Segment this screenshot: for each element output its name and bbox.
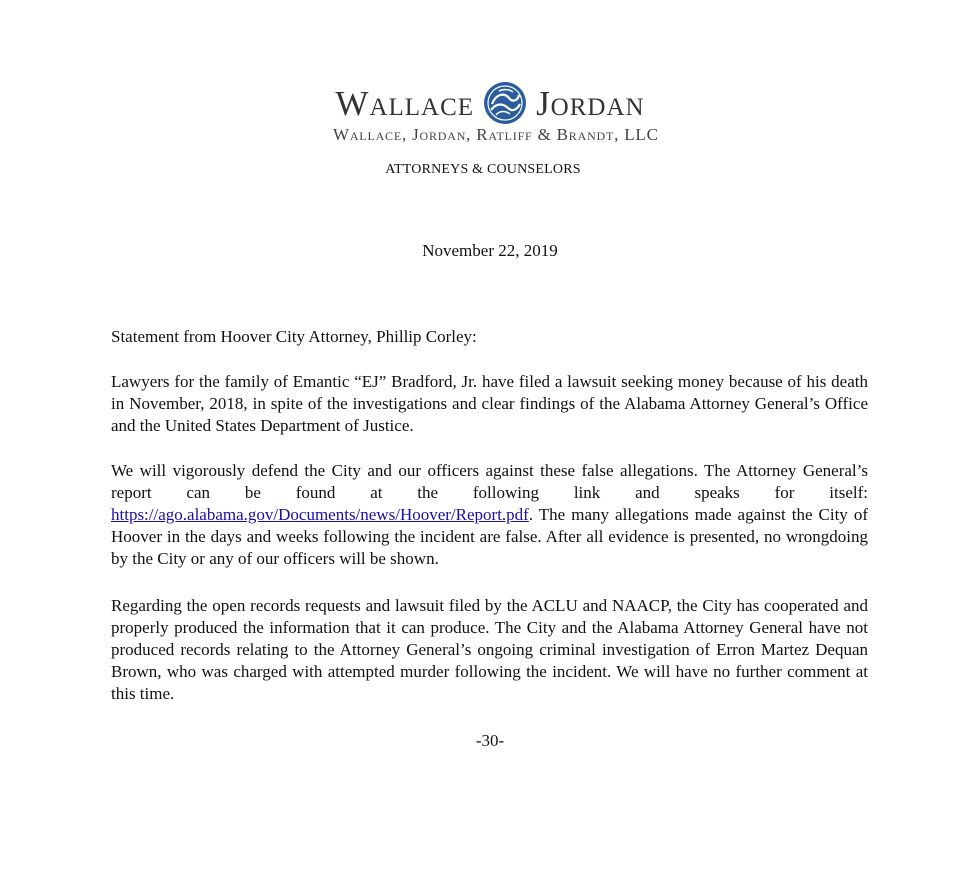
paragraph-1 <box>111 371 868 437</box>
firm-name-left: Wallace <box>335 83 475 123</box>
statement-date: November 22, 2019 <box>422 241 558 260</box>
paragraph-1-text: Lawyers for the family of Emantic “EJ” Bradford, Jr. have filed a lawsuit seeking money because of his death in November, 2018, in spite of the investigations and clear findings of the Alabama Attorney General’s Office and the United States Department of Justice. <box>111 372 868 435</box>
firm-name-right: Jordan <box>536 83 645 123</box>
paragraph-3 <box>111 595 868 705</box>
firm-full-name: Wallace, Jordan, Ratliff & Brandt, LLC <box>333 125 659 144</box>
paragraph-2 <box>111 460 868 570</box>
paragraph-2-text <box>111 460 868 570</box>
firm-logo <box>0 78 980 128</box>
firm-tagline: ATTORNEYS & COUNSELORS <box>385 162 581 177</box>
statement-intro <box>111 326 868 348</box>
letterhead <box>0 78 980 144</box>
paragraph-2-before: We will vigorously defend the City and our officers against these false allegations. The Attorney General’s report can be found at the following link and speaks for itself: <box>111 461 868 502</box>
firm-seal-icon <box>482 80 528 126</box>
paragraph-2-after: . The many allegations made against the City of Hoover in the days and weeks following the incident are false. After all evidence is presented, no wrongdoing by the City or any of our officers will be shown. <box>111 505 868 568</box>
paragraph-3-text: Regarding the open records requests and lawsuit filed by the ACLU and NAACP, the City has cooperated and properly produced the information that it can produce. The City and the Alabama Attorney General have not produced records relating to the Attorney General’s ongoing criminal investigation of Erron Martez Dequan Brown, who was charged with attempted murder following the incident. We will have no further comment at this time. <box>111 596 868 703</box>
end-mark: -30- <box>475 731 505 750</box>
statement-intro-text: Statement from Hoover City Attorney, Phillip Corley: <box>111 327 477 346</box>
attorney-general-report-link[interactable]: https://ago.alabama.gov/Documents/news/Hoover/Report.pdf <box>111 505 529 524</box>
